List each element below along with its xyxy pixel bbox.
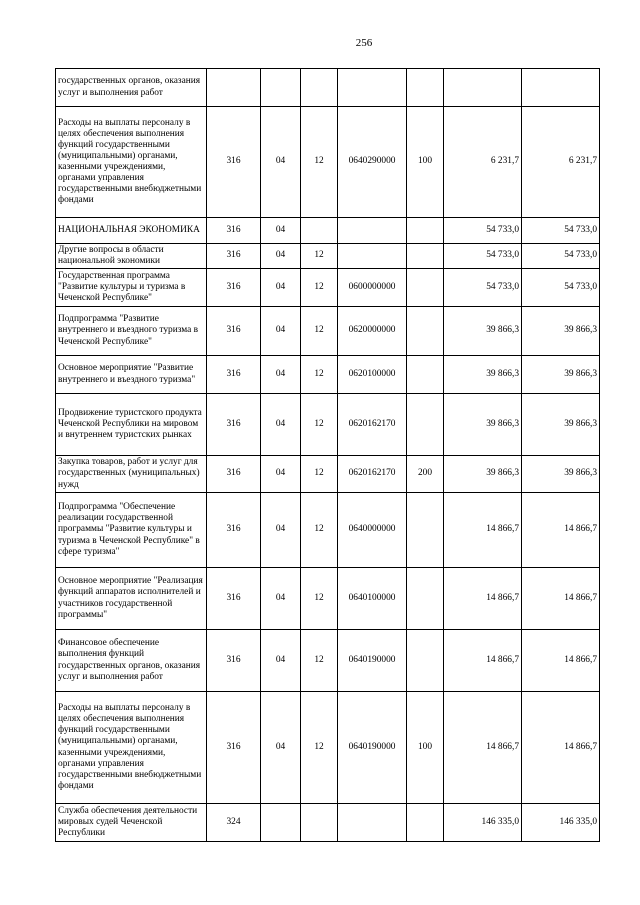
vr-cell: 100 — [407, 107, 444, 218]
pr-cell: 12 — [301, 456, 338, 493]
sum2-cell: 14 866,7 — [522, 692, 600, 804]
table-row — [56, 218, 600, 244]
table-row — [56, 630, 600, 692]
row-name-cell: Закупка товаров, работ и услуг для государственных (муниципальных) нужд — [56, 456, 207, 493]
rz-cell — [261, 804, 301, 842]
rz-cell: 04 — [261, 218, 301, 244]
rz-cell: 04 — [261, 456, 301, 493]
pr-cell: 12 — [301, 244, 338, 269]
row-name-cell: Расходы на выплаты персоналу в целях обеспечения выполнения функций государственными (муниципальными) органами, казенными учреждениями, органами управления государственными внебюджетными фондами — [56, 107, 207, 218]
sum2-cell: 6 231,7 — [522, 107, 600, 218]
table-row — [56, 394, 600, 456]
ved-cell — [207, 69, 261, 107]
sum1-cell: 54 733,0 — [444, 269, 522, 307]
sum2-cell: 54 733,0 — [522, 218, 600, 244]
row-name-cell: Подпрограмма "Обеспечение реализации государственной программы "Развитие культуры и туризма в Чеченской Республике" в сфере туризма" — [56, 493, 207, 568]
sum1-cell: 14 866,7 — [444, 568, 522, 630]
vr-cell — [407, 69, 444, 107]
pr-cell — [301, 218, 338, 244]
pr-cell: 12 — [301, 356, 338, 394]
vr-cell — [407, 356, 444, 394]
sum2-cell: 39 866,3 — [522, 356, 600, 394]
csr-cell: 0620162170 — [338, 456, 407, 493]
csr-cell: 0640290000 — [338, 107, 407, 218]
sum1-cell: 14 866,7 — [444, 630, 522, 692]
table-row — [56, 356, 600, 394]
csr-cell — [338, 244, 407, 269]
sum2-cell — [522, 69, 600, 107]
vr-cell — [407, 244, 444, 269]
vr-cell — [407, 493, 444, 568]
sum1-cell: 39 866,3 — [444, 394, 522, 456]
ved-cell: 316 — [207, 493, 261, 568]
csr-cell — [338, 69, 407, 107]
row-name-cell: Другие вопросы в области национальной экономики — [56, 244, 207, 269]
ved-cell: 316 — [207, 568, 261, 630]
table-row — [56, 107, 600, 218]
csr-cell: 0600000000 — [338, 269, 407, 307]
sum2-cell: 146 335,0 — [522, 804, 600, 842]
row-name-cell: НАЦИОНАЛЬНАЯ ЭКОНОМИКА — [56, 218, 207, 244]
ved-cell: 316 — [207, 394, 261, 456]
csr-cell: 0620100000 — [338, 356, 407, 394]
csr-cell — [338, 218, 407, 244]
pr-cell: 12 — [301, 568, 338, 630]
ved-cell: 316 — [207, 269, 261, 307]
row-name-cell: Государственная программа "Развитие культуры и туризма в Чеченской Республике" — [56, 269, 207, 307]
ved-cell: 324 — [207, 804, 261, 842]
sum2-cell: 54 733,0 — [522, 269, 600, 307]
ved-cell: 316 — [207, 307, 261, 356]
pr-cell: 12 — [301, 107, 338, 218]
sum1-cell: 39 866,3 — [444, 307, 522, 356]
table-row — [56, 568, 600, 630]
table-row — [56, 493, 600, 568]
rz-cell: 04 — [261, 692, 301, 804]
csr-cell: 0640100000 — [338, 568, 407, 630]
sum2-cell: 39 866,3 — [522, 307, 600, 356]
sum1-cell: 6 231,7 — [444, 107, 522, 218]
rz-cell: 04 — [261, 307, 301, 356]
table-row — [56, 69, 600, 107]
table-row — [56, 804, 600, 842]
ved-cell: 316 — [207, 107, 261, 218]
sum1-cell: 146 335,0 — [444, 804, 522, 842]
vr-cell — [407, 630, 444, 692]
rz-cell — [261, 69, 301, 107]
sum2-cell: 39 866,3 — [522, 456, 600, 493]
row-name-cell: Основное мероприятие "Развитие внутреннего и въездного туризма" — [56, 356, 207, 394]
row-name-cell: Расходы на выплаты персоналу в целях обеспечения выполнения функций государственными (муниципальными) органами, казенными учреждениями, органами управления государственными внебюджетными фондами — [56, 692, 207, 804]
table-row — [56, 692, 600, 804]
rz-cell: 04 — [261, 493, 301, 568]
page-number: 256 — [355, 37, 373, 49]
table-row — [56, 456, 600, 493]
sum1-cell: 14 866,7 — [444, 493, 522, 568]
vr-cell — [407, 394, 444, 456]
table-row — [56, 307, 600, 356]
sum2-cell: 14 866,7 — [522, 568, 600, 630]
sum1-cell: 39 866,3 — [444, 456, 522, 493]
sum2-cell: 14 866,7 — [522, 493, 600, 568]
pr-cell: 12 — [301, 692, 338, 804]
ved-cell: 316 — [207, 356, 261, 394]
pr-cell — [301, 69, 338, 107]
pr-cell: 12 — [301, 307, 338, 356]
sum2-cell: 39 866,3 — [522, 394, 600, 456]
vr-cell: 100 — [407, 692, 444, 804]
sum1-cell: 14 866,7 — [444, 692, 522, 804]
row-name-cell: Основное мероприятие "Реализация функций аппаратов исполнителей и участников государственной программы" — [56, 568, 207, 630]
csr-cell: 0640190000 — [338, 692, 407, 804]
vr-cell: 200 — [407, 456, 444, 493]
sum2-cell: 14 866,7 — [522, 630, 600, 692]
rz-cell: 04 — [261, 269, 301, 307]
csr-cell: 0620162170 — [338, 394, 407, 456]
rz-cell: 04 — [261, 244, 301, 269]
ved-cell: 316 — [207, 630, 261, 692]
vr-cell — [407, 804, 444, 842]
row-name-cell: государственных органов, оказания услуг и выполнения работ — [56, 69, 207, 107]
csr-cell: 0640000000 — [338, 493, 407, 568]
ved-cell: 316 — [207, 692, 261, 804]
pr-cell: 12 — [301, 493, 338, 568]
sum2-cell: 54 733,0 — [522, 244, 600, 269]
table-row — [56, 269, 600, 307]
vr-cell — [407, 218, 444, 244]
rz-cell: 04 — [261, 568, 301, 630]
vr-cell — [407, 269, 444, 307]
rz-cell: 04 — [261, 107, 301, 218]
rz-cell: 04 — [261, 356, 301, 394]
pr-cell: 12 — [301, 394, 338, 456]
csr-cell: 0620000000 — [338, 307, 407, 356]
ved-cell: 316 — [207, 456, 261, 493]
row-name-cell: Продвижение туристского продукта Чеченской Республики на мировом и внутреннем туристских рынках — [56, 394, 207, 456]
sum1-cell: 39 866,3 — [444, 356, 522, 394]
sum1-cell: 54 733,0 — [444, 244, 522, 269]
rz-cell: 04 — [261, 394, 301, 456]
pr-cell: 12 — [301, 630, 338, 692]
csr-cell — [338, 804, 407, 842]
sum1-cell — [444, 69, 522, 107]
ved-cell: 316 — [207, 244, 261, 269]
pr-cell — [301, 804, 338, 842]
vr-cell — [407, 307, 444, 356]
vr-cell — [407, 568, 444, 630]
budget-table — [55, 68, 600, 842]
csr-cell: 0640190000 — [338, 630, 407, 692]
table-row — [56, 244, 600, 269]
row-name-cell: Финансовое обеспечение выполнения функций государственных органов, оказания услуг и выполнения работ — [56, 630, 207, 692]
row-name-cell: Подпрограмма "Развитие внутреннего и въездного туризма в Чеченской Республике" — [56, 307, 207, 356]
rz-cell: 04 — [261, 630, 301, 692]
sum1-cell: 54 733,0 — [444, 218, 522, 244]
row-name-cell: Служба обеспечения деятельности мировых судей Чеченской Республики — [56, 804, 207, 842]
pr-cell: 12 — [301, 269, 338, 307]
ved-cell: 316 — [207, 218, 261, 244]
